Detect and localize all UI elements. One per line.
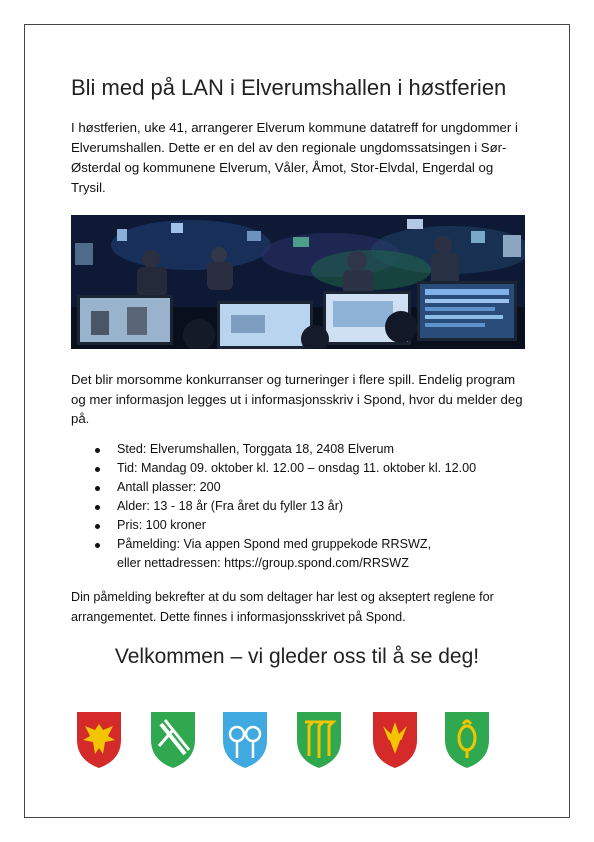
list-item — [71, 440, 476, 459]
crossed-tools-coat-of-arms-icon — [149, 710, 197, 770]
intro-paragraph: I høstferien, uke 41, arrangerer Elverum kommune datatreff for ungdommer i Elverumshallen. Dette er en del av den regionale ungdomssatsingen i Sør-Østerdal og kommunene Elverum, Våler, Åmot, Stor-Elvdal, Engerdal og Trysil. — [71, 120, 518, 195]
closing-paragraph: Din påmelding bekrefter at du som deltager har lest og akseptert reglene for arrangementet. Dette finnes i informasjonsskrivet på Spond. — [71, 590, 494, 624]
municipality-shields — [75, 710, 495, 774]
place-text: Sted: Elverumshallen, Torggata 18, 2408 Elverum — [117, 442, 394, 456]
welcome-heading: Velkommen – vi gleder oss til å se deg! — [114, 645, 480, 668]
list-item — [71, 478, 476, 497]
age-text: Alder: 13 - 18 år (Fra året du fyller 13 år) — [117, 499, 344, 513]
list-item — [71, 535, 476, 573]
event-facts-list — [71, 440, 476, 573]
snowflake-coat-of-arms-icon — [221, 710, 269, 770]
ring-coat-of-arms-icon — [443, 710, 491, 770]
signup-url-text: eller nettadressen: https://group.spond.com/RRSWZ — [117, 556, 409, 570]
flyer-page — [24, 24, 570, 818]
program-paragraph: Det blir morsomme konkurranser og turneringer i flere spill. Endelig program og mer informasjon legges ut i informasjonsskriv i Spond, hvor du melder deg på. — [71, 372, 523, 426]
time-text: Tid: Mandag 09. oktober kl. 12.00 – onsdag 11. oktober kl. 12.00 — [117, 461, 477, 475]
list-item — [71, 497, 476, 516]
price-text: Pris: 100 kroner — [117, 518, 206, 532]
bird-coat-of-arms-icon — [371, 710, 419, 770]
page-title: Bli med på LAN i Elverumshallen i høstferien — [71, 75, 507, 100]
seats-text: Antall plasser: 200 — [117, 480, 221, 494]
list-item — [71, 459, 476, 478]
trees-coat-of-arms-icon — [295, 710, 343, 770]
eagle-coat-of-arms-icon — [75, 710, 123, 770]
list-item — [71, 516, 476, 535]
lan-event-photo — [71, 215, 525, 349]
lan-photo-illustration — [71, 215, 525, 349]
signup-text: Påmelding: Via appen Spond med gruppekode RRSWZ, — [117, 537, 432, 551]
